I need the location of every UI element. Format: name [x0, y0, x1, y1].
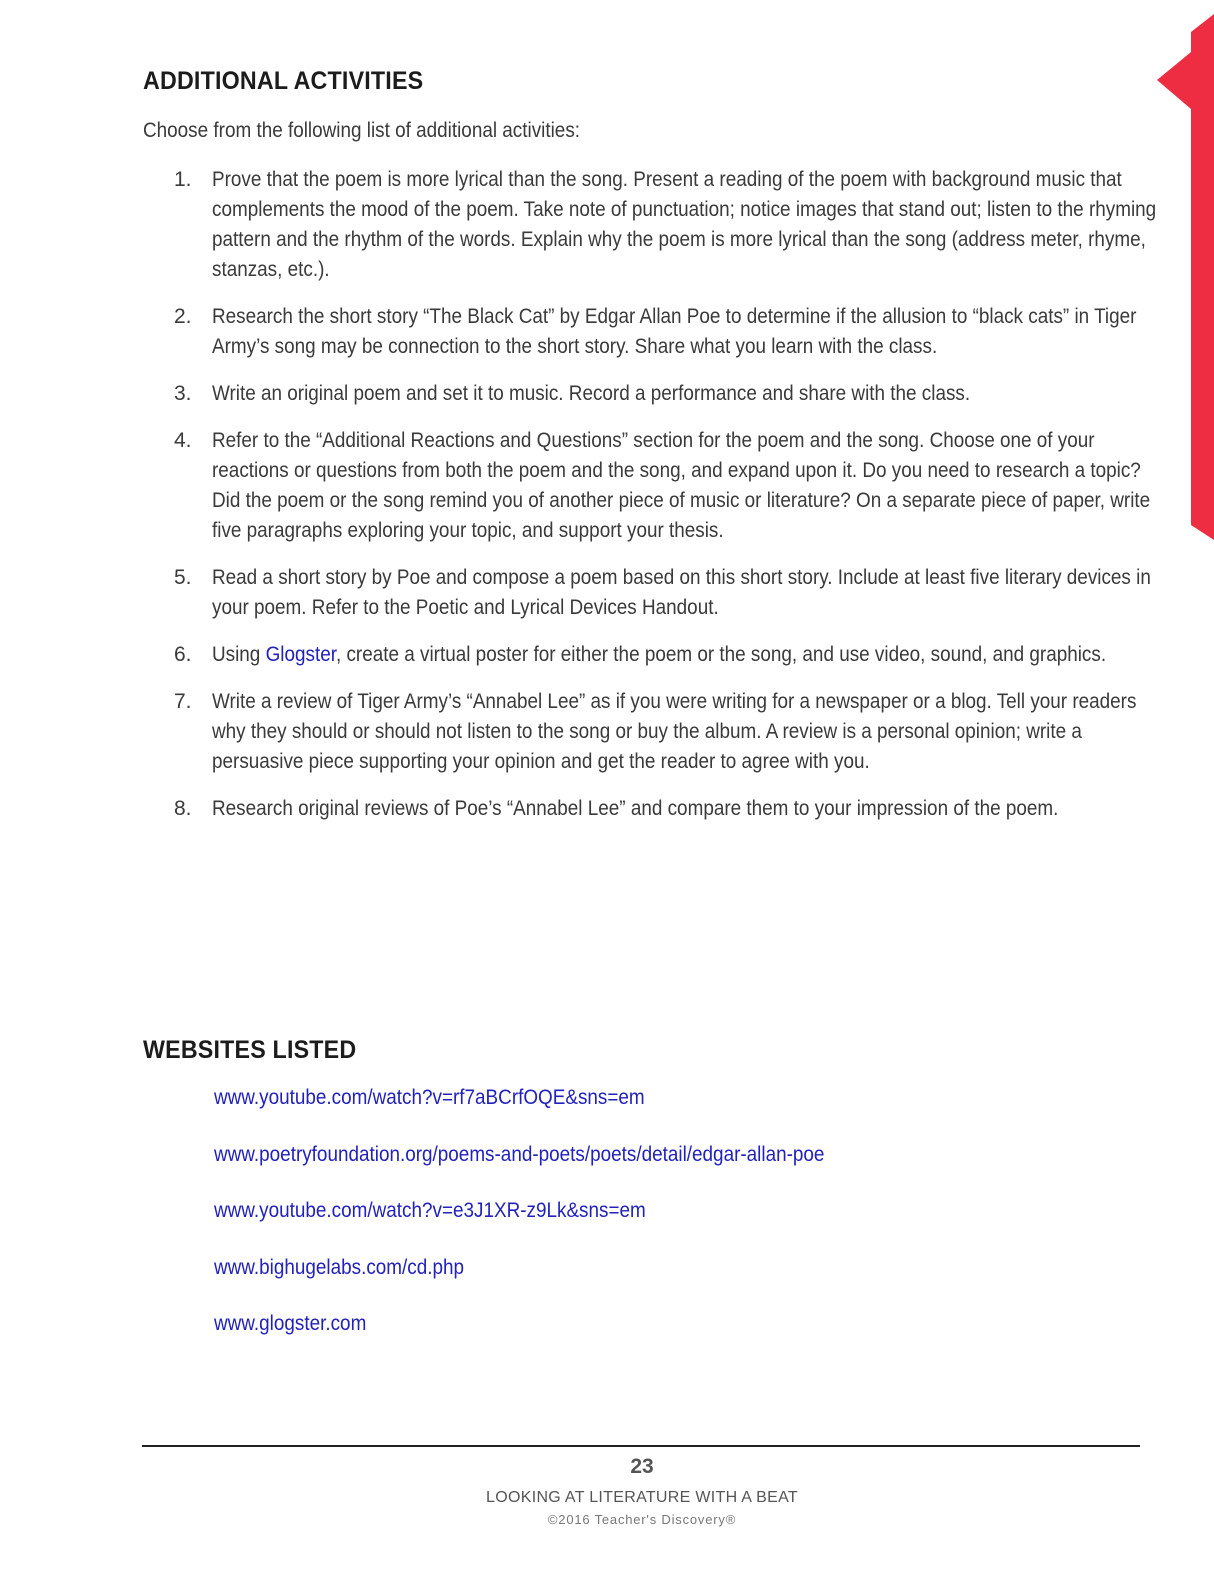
item-number: 1.	[174, 168, 192, 191]
item-number: 5.	[174, 566, 192, 589]
item-text: Write an original poem and set it to music. Record a performance and share with the class.	[212, 382, 971, 405]
glogster-link[interactable]: Glogster	[265, 643, 336, 666]
item-number: 3.	[174, 382, 192, 405]
item-text: Write a review of Tiger Army’s “Annabel Lee” as if you were writing for a newspaper or a blog. Tell your readers why they should or should not listen to the song or buy the album. A review is a personal opinion; write a persuasive piece supporting your opinion and get the reader to agree with you.	[212, 690, 1137, 773]
item-text: Prove that the poem is more lyrical than the song. Present a reading of the poem with background music that complements the mood of the poem. Take note of punctuation; notice images that stand out; listen to the rhyming pattern and the rhythm of the words. Explain why the poem is more lyrical than the song (address meter, rhyme, stanzas, etc.).	[212, 168, 1157, 281]
activity-item	[174, 165, 1184, 285]
website-link[interactable]: www.youtube.com/watch?v=e3J1XR-z9Lk&sns=em	[214, 1199, 646, 1222]
websites-list	[214, 1086, 892, 1369]
website-item	[214, 1143, 824, 1200]
activity-item	[174, 379, 1184, 409]
activity-item	[174, 563, 1184, 623]
footer-divider	[142, 1445, 1140, 1447]
activity-item	[174, 794, 1184, 824]
item-text	[212, 640, 1157, 670]
page-number: 23	[630, 1455, 654, 1478]
item-number: 4.	[174, 429, 192, 452]
website-item	[214, 1086, 824, 1143]
activity-item	[174, 687, 1184, 777]
item-number: 6.	[174, 643, 192, 666]
item-text: Research original reviews of Poe’s “Annabel Lee” and compare them to your impression of the poem.	[212, 797, 1059, 820]
intro-text: Choose from the following list of additional activities:	[143, 119, 581, 142]
website-item	[214, 1199, 824, 1256]
item-text: Read a short story by Poe and compose a poem based on this short story. Include at least five literary devices in your poem. Refer to the Poetic and Lyrical Devices Handout.	[212, 566, 1151, 619]
activity-item	[174, 640, 1184, 670]
item-suffix: , create a virtual poster for either the poem or the song, and use video, sound, and graphics.	[335, 643, 1107, 666]
website-link[interactable]: www.bighugelabs.com/cd.php	[214, 1255, 465, 1279]
item-number: 7.	[174, 690, 192, 713]
item-number: 2.	[174, 305, 192, 328]
website-link[interactable]: www.poetryfoundation.org/poems-and-poets/poets/detail/edgar-allan-poe	[214, 1142, 825, 1166]
activities-list	[174, 165, 1184, 841]
website-link[interactable]: www.youtube.com/watch?v=rf7aBCrfOQE&sns=em	[214, 1086, 645, 1109]
item-prefix: Using	[212, 643, 266, 666]
website-item	[214, 1312, 824, 1369]
item-text: Refer to the “Additional Reactions and Questions” section for the poem and the song. Choose one of your reactions or questions from both the poem and the song, and expand upon it. Do you need to research a topic? Did the poem or the song remind you of another piece of music or literature? On a separate piece of paper, write five paragraphs exploring your topic, and support your thesis.	[212, 429, 1151, 542]
website-link[interactable]: www.glogster.com	[214, 1312, 367, 1335]
item-text: Research the short story “The Black Cat” by Edgar Allan Poe to determine if the allusion to “black cats” in Tiger Army’s song may be connection to the short story. Share what you learn with the class.	[212, 305, 1137, 358]
section-title-websites-listed: WEBSITES LISTED	[143, 1036, 357, 1064]
copyright: ©2016 Teacher's Discovery®	[547, 1512, 737, 1527]
book-title: LOOKING AT LITERATURE WITH A BEAT	[486, 1489, 798, 1506]
item-number: 8.	[174, 797, 192, 820]
activity-item	[174, 302, 1184, 362]
activity-item	[174, 426, 1184, 546]
website-item	[214, 1256, 824, 1313]
section-title-additional-activities: ADDITIONAL ACTIVITIES	[143, 67, 424, 95]
